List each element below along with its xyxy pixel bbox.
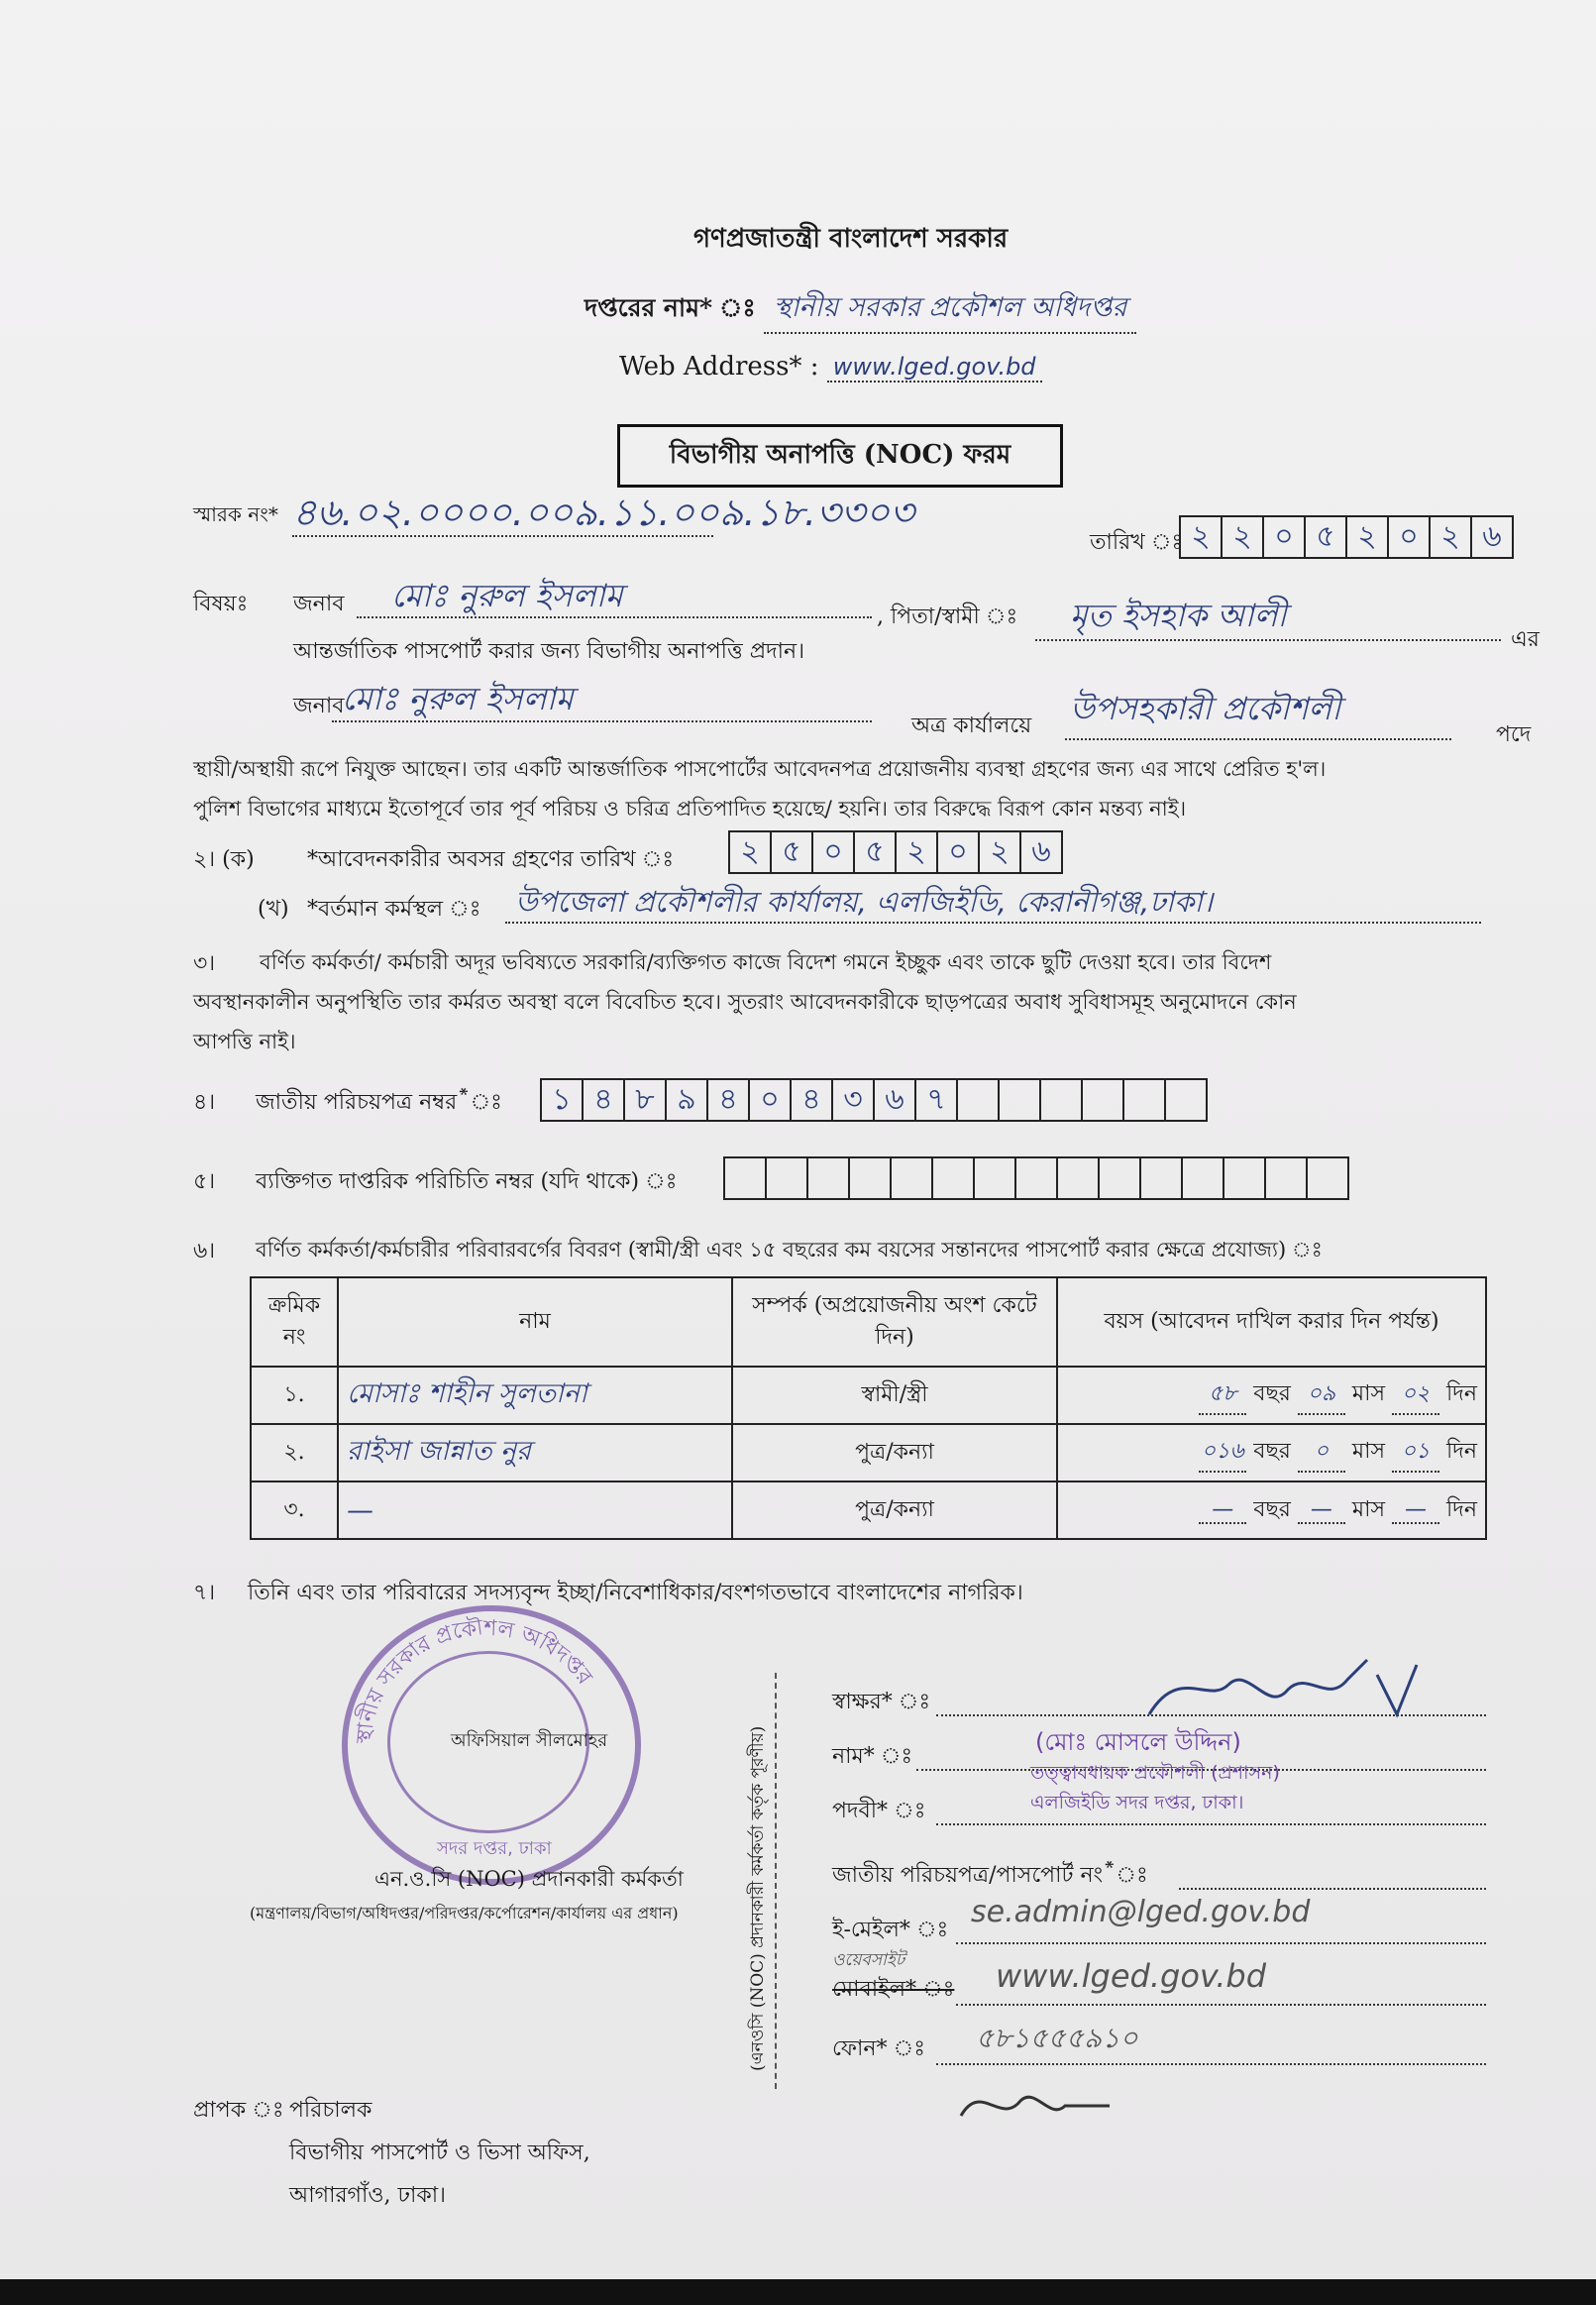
office-name-row xyxy=(585,287,1136,334)
age-month-unit: মাস xyxy=(1344,1438,1393,1464)
item6-num: ৬। xyxy=(193,1239,216,1263)
item7-num: ৭। xyxy=(193,1581,216,1605)
nid-cell xyxy=(1041,1080,1083,1120)
retire-date-cell: ২ xyxy=(730,832,772,872)
nid-cell: ৮ xyxy=(625,1080,667,1120)
row-serial: ১. xyxy=(251,1367,338,1424)
nid-cell: ৭ xyxy=(916,1080,958,1120)
personal-id-cell xyxy=(850,1158,892,1198)
item4-num: ৪। xyxy=(193,1090,216,1115)
retire-date-cell: ৫ xyxy=(855,832,897,872)
date-label: তারিখ ঃ xyxy=(1090,530,1184,555)
officer-subtitle: (মন্ত্রণালয়/বিভাগ/অধিদপ্তর/পরিদপ্তর/কর্পোরেশন/কার্যালয় এর প্রধান) xyxy=(250,1904,679,1922)
mobile-dots xyxy=(956,2004,1486,2006)
item2-num: ২। (ক) xyxy=(193,847,255,872)
recipient-line1: বিভাগীয় পাসপোর্ট ও ভিসা অফিস, xyxy=(289,2140,590,2165)
web-address-value: www.lged.gov.bd xyxy=(827,353,1042,383)
date-cell: ২ xyxy=(1181,517,1223,557)
retire-date-cell: ৫ xyxy=(772,832,813,872)
office-name-value: স্থানীয় সরকার প্রকৌশল অধিদপ্তর xyxy=(764,287,1137,334)
date-cell: ২ xyxy=(1223,517,1264,557)
seal-center-label: অফিসিয়াল সীলমোহর xyxy=(451,1730,608,1751)
item5-label: ব্যক্তিগত দাপ্তরিক পরিচিতি নম্বর (যদি থাকে) ঃ xyxy=(256,1169,678,1194)
phone-value: ৫৮১৫৫৫৯১০ xyxy=(976,2022,1138,2054)
desig-label: পদবী* ঃ xyxy=(832,1799,926,1823)
personal-id-cell xyxy=(1308,1158,1347,1198)
email-value: se.admin@lged.gov.bd xyxy=(971,1895,1311,1929)
recipient-label: প্রাপক ঃ xyxy=(193,2098,284,2123)
table-row xyxy=(251,1367,1486,1424)
personal-id-cell xyxy=(1100,1158,1141,1198)
item3-text2: অবস্থানকালীন অনুপস্থিতি তার কর্মরত অবস্থা বলে বিবেচিত হবে। সুতরাং আবেদনকারীকে ছাড়পত্রের অবাধ সুবিধাসমূহ অনুমোদনে কোন xyxy=(193,990,1297,1014)
seal-ring-label: স্থানীয় সরকার প্রকৌশল অধিদপ্তর xyxy=(352,1615,597,1745)
age-year-unit: বছর xyxy=(1246,1438,1298,1464)
para1-line2: স্থায়ী/অস্থায়ী রূপে নিযুক্ত আছেন। তার একটি আন্তর্জাতিক পাসপোর্টের আবেদনপত্র প্রয়োজনীয় ব্যবস্থা গ্রহণের জন্য এর সাথে প্রেরিত হ'ল। xyxy=(193,757,1327,781)
recipient-line2: আগারগাঁও, ঢাকা। xyxy=(289,2183,447,2208)
nid-cell: ১ xyxy=(542,1080,584,1120)
personal-id-cell xyxy=(1266,1158,1308,1198)
name-value: (মোঃ মোসলে উদ্দিন) xyxy=(1035,1728,1241,1756)
age-year-unit: বছর xyxy=(1246,1380,1298,1406)
personal-id-cell xyxy=(1058,1158,1100,1198)
officer-title: এন.ও.সি (NOC) প্রদানকারী কর্মকর্তা xyxy=(374,1867,684,1891)
subject-er: এর xyxy=(1511,627,1540,652)
personal-id-cell xyxy=(975,1158,1016,1198)
retire-date-cell: ২ xyxy=(897,832,938,872)
mobile-label xyxy=(832,1972,954,2009)
subject-janab: জনাব xyxy=(293,592,345,616)
web-address-label: Web Address* : xyxy=(619,352,819,382)
vertical-caption: (এনওসি (NOC) প্রদানকারী কর্মকর্তা কর্তৃক পূরণীয়) xyxy=(748,1725,768,2071)
email-dots xyxy=(956,1942,1486,1944)
govt-title: গণপ্রজাতন্ত্রী বাংলাদেশ সরকার xyxy=(693,224,1009,254)
col-rel-header: সম্পর্ক (অপ্রয়োজনীয় অংশ কেটে দিন) xyxy=(732,1277,1057,1367)
para1-name: মোঃ নুরুল ইসলাম xyxy=(342,680,574,717)
item4-label: জাতীয় পরিচয়পত্র নম্বর*ঃ xyxy=(256,1090,502,1115)
recipient-title: পরিচালক xyxy=(289,2098,372,2123)
name-label: নাম* ঃ xyxy=(832,1744,913,1769)
personal-id-cell xyxy=(808,1158,850,1198)
item3-num: ৩। xyxy=(193,951,216,976)
nid-cell xyxy=(1166,1080,1206,1120)
subject-line2: আন্তর্জাতিক পাসপোর্ট করার জন্য বিভাগীয় অনাপত্তি প্রদান। xyxy=(293,639,805,664)
personal-id-cell xyxy=(892,1158,933,1198)
seal-bottom-text: সদর দপ্তর, ঢাকা xyxy=(437,1838,552,1859)
date-cell: ২ xyxy=(1431,517,1472,557)
row-age xyxy=(1057,1482,1486,1539)
item2-kha: (খ) xyxy=(258,897,289,922)
date-cell: ০ xyxy=(1264,517,1306,557)
row-relation: স্বামী/স্ত্রী xyxy=(732,1367,1057,1424)
col-age-header: বয়স (আবেদন দাখিল করার দিন পর্যন্ত) xyxy=(1057,1277,1486,1367)
age-day-value: ০১ xyxy=(1392,1434,1439,1473)
para1-post-dots xyxy=(1065,738,1451,740)
personal-id-cell xyxy=(1016,1158,1058,1198)
personal-id-box xyxy=(723,1156,1349,1200)
retire-date-cell: ০ xyxy=(813,832,855,872)
mobile-label-text: মোবাইল* ঃ xyxy=(832,1977,955,2002)
web-handwritten-label: ওয়েবসাইট xyxy=(832,1950,905,1970)
nid-cell xyxy=(958,1080,1000,1120)
office-name-label: দপ্তরের নাম* ঃ xyxy=(585,293,756,322)
col-sl-header: ক্রমিক নং xyxy=(251,1277,338,1367)
para1-office: অত্র কার্যালয়ে xyxy=(911,713,1032,738)
item5-num: ৫। xyxy=(193,1169,216,1194)
vertical-divider xyxy=(775,1673,777,2089)
nid-cell: ৬ xyxy=(875,1080,916,1120)
personal-id-cell xyxy=(1224,1158,1266,1198)
father-label: , পিতা/স্বামী ঃ xyxy=(877,604,1018,629)
signature-graphic xyxy=(1139,1645,1436,1734)
personal-id-cell xyxy=(933,1158,975,1198)
personal-id-cell xyxy=(767,1158,808,1198)
para1-janab: জনাব xyxy=(293,694,345,718)
age-month-value: — xyxy=(1298,1497,1345,1524)
email-label: ই-মেইল* ঃ xyxy=(832,1918,949,1942)
memo-value: ৪৬.০২.০০০০.০০৯.১১.০০৯.১৮.৩৩০৩ xyxy=(292,491,914,534)
subject-label: বিষয়ঃ xyxy=(193,592,249,616)
web-address-row xyxy=(619,352,1042,383)
retire-date-box xyxy=(728,830,1063,874)
phone-label: ফোন* ঃ xyxy=(832,2036,925,2061)
mobile-value: www.lged.gov.bd xyxy=(996,1957,1267,1995)
desig-value2: এলজিইডি সদর দপ্তর, ঢাকা। xyxy=(1030,1792,1244,1813)
nid-cell: ৪ xyxy=(708,1080,750,1120)
item7-text: তিনি এবং তার পরিবারের সদস্যবৃন্দ ইচ্ছা/নিবেশাধিকার/বংশগতভাবে বাংলাদেশের নাগরিক। xyxy=(248,1581,1023,1605)
scan-bottom-band xyxy=(0,2279,1596,2305)
personal-id-cell xyxy=(1183,1158,1224,1198)
desig-dots xyxy=(936,1823,1486,1825)
age-day-value: — xyxy=(1392,1497,1439,1524)
para1-pode: পদে xyxy=(1496,722,1532,747)
sig-label: স্বাক্ষর* ঃ xyxy=(832,1690,931,1714)
nid-cell xyxy=(1000,1080,1041,1120)
nid-cell: ৪ xyxy=(792,1080,833,1120)
date-cell: ২ xyxy=(1347,517,1389,557)
retire-date-cell: ৬ xyxy=(1031,834,1051,869)
table-row xyxy=(251,1482,1486,1539)
nid-cell xyxy=(1124,1080,1166,1120)
age-year-value: — xyxy=(1199,1497,1246,1524)
nid-cell: ৪ xyxy=(584,1080,625,1120)
personal-id-cell xyxy=(1141,1158,1183,1198)
row-relation: পুত্র/কন্যা xyxy=(732,1424,1057,1482)
desig-value: তত্ত্বাবধায়ক প্রকৌশলী (প্রশাসন) xyxy=(1030,1762,1280,1784)
family-table xyxy=(250,1276,1487,1540)
date-box xyxy=(1179,515,1514,559)
row-serial: ২. xyxy=(251,1424,338,1482)
row-age xyxy=(1057,1367,1486,1424)
date-cell: ০ xyxy=(1389,517,1431,557)
date-cell: ৫ xyxy=(1306,517,1347,557)
item2-label: *আবেদনকারীর অবসর গ্রহণের তারিখ ঃ xyxy=(307,847,675,872)
father-value: মৃত ইসহাক আলী xyxy=(1070,597,1287,634)
retire-date-cell: ২ xyxy=(980,832,1021,872)
memo-label: স্মারক নং* xyxy=(193,502,278,526)
col-name-header: নাম xyxy=(338,1277,732,1367)
nid-cell: ০ xyxy=(750,1080,792,1120)
row-age xyxy=(1057,1424,1486,1482)
nid-box xyxy=(540,1078,1208,1122)
subject-name: মোঃ নুরুল ইসলাম xyxy=(391,577,623,614)
item3-text3: আপত্তি নাই। xyxy=(193,1030,296,1053)
para1-line3: পুলিশ বিভাগের মাধ্যমে ইতোপূর্বে তার পূর্ব পরিচয় ও চরিত্র প্রতিপাদিত হয়েছে/ হয়নি। তার বিরুদ্ধে বিরূপ কোন মন্তব্য নাই। xyxy=(193,797,1187,821)
age-day-unit: দিন xyxy=(1439,1496,1477,1522)
age-month-unit: মাস xyxy=(1344,1496,1393,1522)
nid-cell: ৩ xyxy=(833,1080,875,1120)
retire-date-cell: ০ xyxy=(938,832,980,872)
personal-id-cell xyxy=(725,1158,767,1198)
para1-post: উপসহকারী প্রকৌশলী xyxy=(1070,690,1341,727)
age-day-value: ০২ xyxy=(1392,1376,1439,1415)
item3-text1: বর্ণিত কর্মকর্তা/ কর্মচারী অদূর ভবিষ্যতে সরকারি/ব্যক্তিগত কাজে বিদেশ গমনে ইচ্ছুক এবং তাকে ছুটি দেওয়া হবে। তার বিদেশ xyxy=(260,950,1272,974)
memo-dots xyxy=(292,535,713,537)
phone-dots xyxy=(936,2063,1486,2065)
age-day-unit: দিন xyxy=(1439,1380,1477,1406)
age-day-unit: দিন xyxy=(1439,1438,1477,1464)
age-year-value: ০১৬ xyxy=(1199,1434,1246,1473)
nid-passport-dots xyxy=(1179,1888,1486,1890)
age-month-value: ০৯ xyxy=(1298,1376,1345,1415)
item6-text: বর্ণিত কর্মকর্তা/কর্মচারীর পরিবারবর্গের বিবরণ (স্বামী/স্ত্রী এবং ১৫ বছরের কম বয়সের সন্তানদের পাসপোর্ট করার ক্ষেত্রে প্রযোজ্য) ঃ xyxy=(256,1238,1323,1262)
work-value: উপজেলা প্রকৌশলীর কার্যালয়, এলজিইডি, কেরানীগঞ্জ,ঢাকা। xyxy=(515,885,1214,919)
form-title-box: বিভাগীয় অনাপত্তি (NOC) ফরম xyxy=(617,424,1063,488)
age-month-value: ০ xyxy=(1298,1434,1345,1473)
row-name: — xyxy=(338,1482,732,1539)
age-year-value: ৫৮ xyxy=(1199,1376,1246,1415)
work-label: *বর্তমান কর্মস্থল ঃ xyxy=(307,897,481,922)
row-name: মোসাঃ শাহীন সুলতানা xyxy=(338,1367,732,1424)
initial-signature xyxy=(951,2076,1119,2136)
date-cell: ৬ xyxy=(1482,519,1502,554)
row-serial: ৩. xyxy=(251,1482,338,1539)
row-relation: পুত্র/কন্যা xyxy=(732,1482,1057,1539)
table-row xyxy=(251,1424,1486,1482)
age-month-unit: মাস xyxy=(1344,1380,1393,1406)
age-year-unit: বছর xyxy=(1246,1496,1298,1522)
nid-cell xyxy=(1083,1080,1124,1120)
nid-cell: ৯ xyxy=(667,1080,708,1120)
nid-passport-label: জাতীয় পরিচয়পত্র/পাসপোর্ট নং*ঃ xyxy=(832,1863,1148,1888)
row-name: রাইসা জান্নাত নুর xyxy=(338,1424,732,1482)
